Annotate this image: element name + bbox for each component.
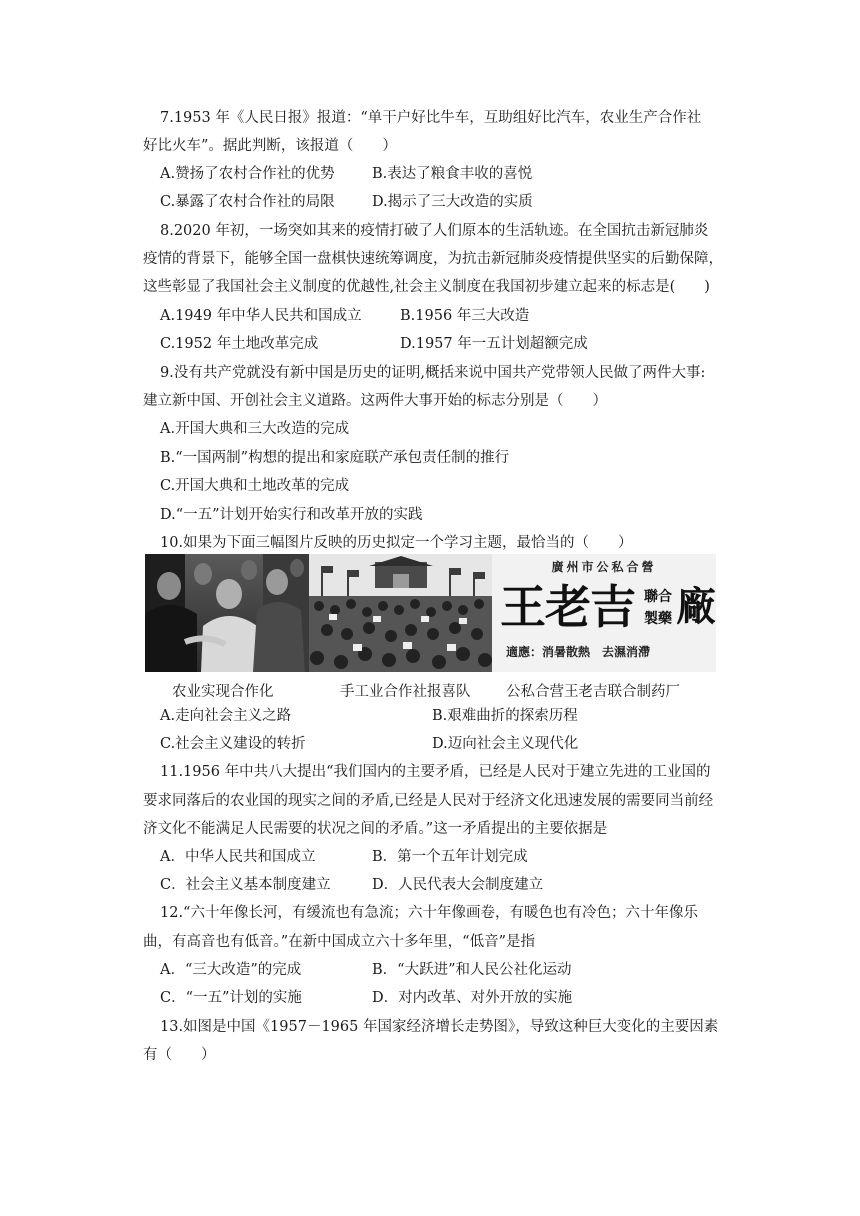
- q8-option-b: B.1956 年三大改造: [400, 308, 530, 324]
- q9-stem-line1: 9.没有共产党就没有新中国是历史的证明,概括来说中国共产党带领人民做了两件大事:: [160, 365, 706, 381]
- photo-wanglaoji-signboard: [492, 554, 716, 672]
- q8-option-c: C.1952 年土地改革完成: [160, 336, 319, 352]
- q11-option-a: A．中华人民共和国成立: [160, 849, 316, 865]
- q10-option-c: C.社会主义建设的转折: [160, 736, 306, 752]
- sign-factory-text: 廠: [676, 583, 716, 630]
- q8-stem-line1: 8.2020 年初，一场突如其来的疫情打破了人们原本的生活轨迹。在全国抗击新冠肺炎: [160, 223, 709, 239]
- q10-option-a: A.走向社会主义之路: [160, 708, 292, 724]
- sign-bottom-text: 適應：消暑散熱 去濕消滯: [506, 645, 651, 659]
- q11-stem-line1: 11.1956 年中共八大提出“我们国内的主要矛盾，已经是人民对于建立先进的工业国的: [160, 764, 711, 780]
- q9-stem-line2: 建立新中国、开创社会主义道路。这两件大事开始的标志分别是（ ）: [143, 393, 607, 409]
- q7-stem-line1: 7.1953 年《人民日报》报道：“单干户好比牛车，互助组好比汽车，农业生产合作社: [160, 110, 702, 126]
- q11-stem-line2: 要求同落后的农业国的现实之间的矛盾,已经是人民对于经济文化迅速发展的需要同当前经: [143, 793, 714, 809]
- q9-option-b: B.“一国两制”构想的提出和家庭联产承包责任制的推行: [160, 450, 510, 466]
- q11-option-d: D．人民代表大会制度建立: [372, 877, 544, 893]
- q7-option-a: A.赞扬了农村合作社的优势: [160, 166, 335, 182]
- q10-option-b: B.艰难曲折的探索历程: [432, 708, 578, 724]
- sign-main-text: 王老吉: [500, 580, 635, 634]
- photo-agriculture-cooperation: [145, 554, 309, 672]
- q8-option-a: A.1949 年中华人民共和国成立: [160, 308, 362, 324]
- q9-option-c: C.开国大典和土地改革的完成: [160, 478, 350, 494]
- q12-option-a: A．“三大改造”的完成: [160, 962, 302, 978]
- q12-stem-line1: 12.“六十年像长河，有缓流也有急流；六十年像画卷，有暖色也有冷色；六十年像乐: [160, 905, 698, 921]
- q12-option-b: B．“大跃进”和人民公社化运动: [372, 962, 572, 978]
- q10-stem-line1: 10.如果为下面三幅图片反映的历史拟定一个学习主题，最恰当的（ ）: [160, 535, 633, 551]
- q7-option-c: C.暴露了农村合作社的局限: [160, 194, 335, 210]
- q7-option-b: B.表达了粮食丰收的喜悦: [372, 166, 533, 182]
- q11-option-c: C．社会主义基本制度建立: [160, 877, 331, 893]
- q10-option-d: D.迈向社会主义现代化: [432, 736, 579, 752]
- q13-stem-line2: 有（ ）: [143, 1047, 216, 1063]
- photo-caption-1: 农业实现合作化: [172, 684, 274, 700]
- q9-option-a: A.开国大典和三大改造的完成: [160, 421, 350, 437]
- q12-option-d: D．对内改革、对外开放的实施: [372, 990, 573, 1006]
- q7-option-d: D.揭示了三大改造的实质: [372, 194, 533, 210]
- q11-stem-line3: 济文化不能满足人民需要的状况之间的矛盾。”这一矛盾提出的主要依据是: [143, 821, 608, 837]
- photo-caption-2: 手工业合作社报喜队: [340, 684, 471, 700]
- q9-option-d: D.“一五”计划开始实行和改革开放的实践: [160, 507, 423, 523]
- q13-stem-line1: 13.如图是中国《1957－1965 年国家经济增长走势图》，导致这种巨大变化的主要因素: [160, 1019, 719, 1035]
- q7-stem-line2: 好比火车”。据此判断，该报道（ ）: [143, 138, 397, 154]
- photo-handicraft-parade: [309, 554, 492, 672]
- sign-top-text: 廣州市公私合營: [551, 560, 657, 574]
- q8-option-d: D.1957 年一五计划超额完成: [400, 336, 588, 352]
- sign-side-text-1: 聯合: [644, 589, 672, 605]
- q12-option-c: C．“一五”计划的实施: [160, 990, 302, 1006]
- q8-stem-line2: 疫情的背景下，能够全国一盘棋快速统筹调度，为抗击新冠肺炎疫情提供坚实的后勤保障，: [143, 251, 723, 267]
- q8-stem-line3: 这些彰显了我国社会主义制度的优越性,社会主义制度在我国初步建立起来的标志是( ): [143, 279, 710, 295]
- q12-stem-line2: 曲，有高音也有低音。”在新中国成立六十多年里，“低音”是指: [143, 934, 535, 950]
- photo-caption-3: 公私合营王老吉联合制药厂: [506, 684, 680, 700]
- sign-side-text-2: 製藥: [644, 611, 672, 627]
- q11-option-b: B．第一个五年计划完成: [372, 849, 528, 865]
